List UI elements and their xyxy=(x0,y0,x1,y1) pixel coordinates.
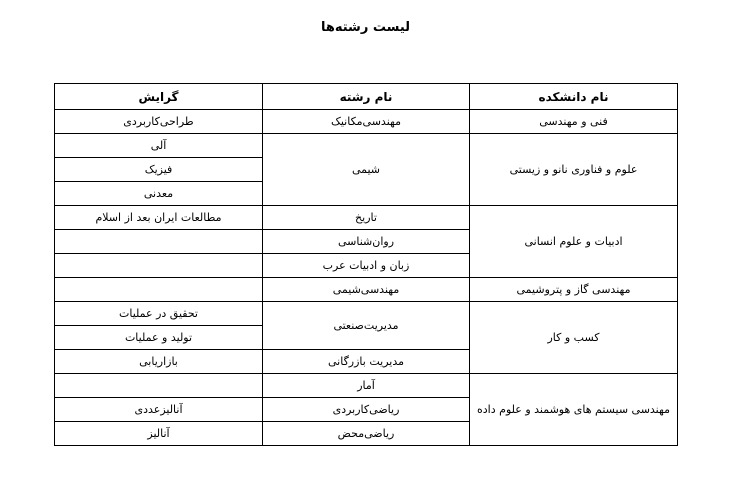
table-header-row xyxy=(55,84,678,110)
header-faculty: نام دانشکده xyxy=(470,84,678,110)
major-cell: شیمی xyxy=(263,134,470,206)
major-cell: آمار xyxy=(263,374,470,398)
branch-cell: فیزیک xyxy=(55,158,263,182)
major-cell: تاریخ xyxy=(263,206,470,230)
branch-cell: بازاریابی xyxy=(55,350,263,374)
major-cell: مدیریت‌صنعتی xyxy=(263,302,470,350)
major-cell: روان‌شناسی xyxy=(263,230,470,254)
branch-cell: معدنی xyxy=(55,182,263,206)
header-branch: گرایش xyxy=(55,84,263,110)
faculty-cell: کسب و کار xyxy=(470,302,678,374)
faculty-cell: ادبیات و علوم انسانی xyxy=(470,206,678,278)
faculty-cell: مهندسی گاز و پتروشیمی xyxy=(470,278,678,302)
table-row xyxy=(55,206,678,230)
faculty-cell: فنی و مهندسی xyxy=(470,110,678,134)
table-row xyxy=(55,278,678,302)
branch-cell: تولید و عملیات xyxy=(55,326,263,350)
faculty-cell: علوم و فناوری نانو و زیستی xyxy=(470,134,678,206)
major-cell: زبان و ادبیات عرب xyxy=(263,254,470,278)
header-major: نام رشته xyxy=(263,84,470,110)
page-title: لیست رشته‌ها xyxy=(320,20,411,35)
major-cell: مهندسی‌شیمی xyxy=(263,278,470,302)
branch-cell xyxy=(55,278,263,302)
major-cell: مدیریت بازرگانی xyxy=(263,350,470,374)
major-cell: ریاضی‌محض xyxy=(263,422,470,446)
majors-table xyxy=(54,83,678,446)
major-cell: مهندسی‌مکانیک xyxy=(263,110,470,134)
branch-cell: مطالعات ایران بعد از اسلام xyxy=(55,206,263,230)
table-row xyxy=(55,134,678,158)
branch-cell: آنالیزعددی xyxy=(55,398,263,422)
branch-cell: تحقیق در عملیات xyxy=(55,302,263,326)
branch-cell: آلی xyxy=(55,134,263,158)
major-cell: ریاضی‌کاربردی xyxy=(263,398,470,422)
branch-cell xyxy=(55,374,263,398)
faculty-cell: مهندسی سیستم های هوشمند و علوم داده xyxy=(470,374,678,446)
branch-cell xyxy=(55,254,263,278)
branch-cell: آنالیز xyxy=(55,422,263,446)
branch-cell: طراحی‌کاربردی xyxy=(55,110,263,134)
table-row xyxy=(55,302,678,326)
table-row xyxy=(55,374,678,398)
branch-cell xyxy=(55,230,263,254)
table-row xyxy=(55,110,678,134)
